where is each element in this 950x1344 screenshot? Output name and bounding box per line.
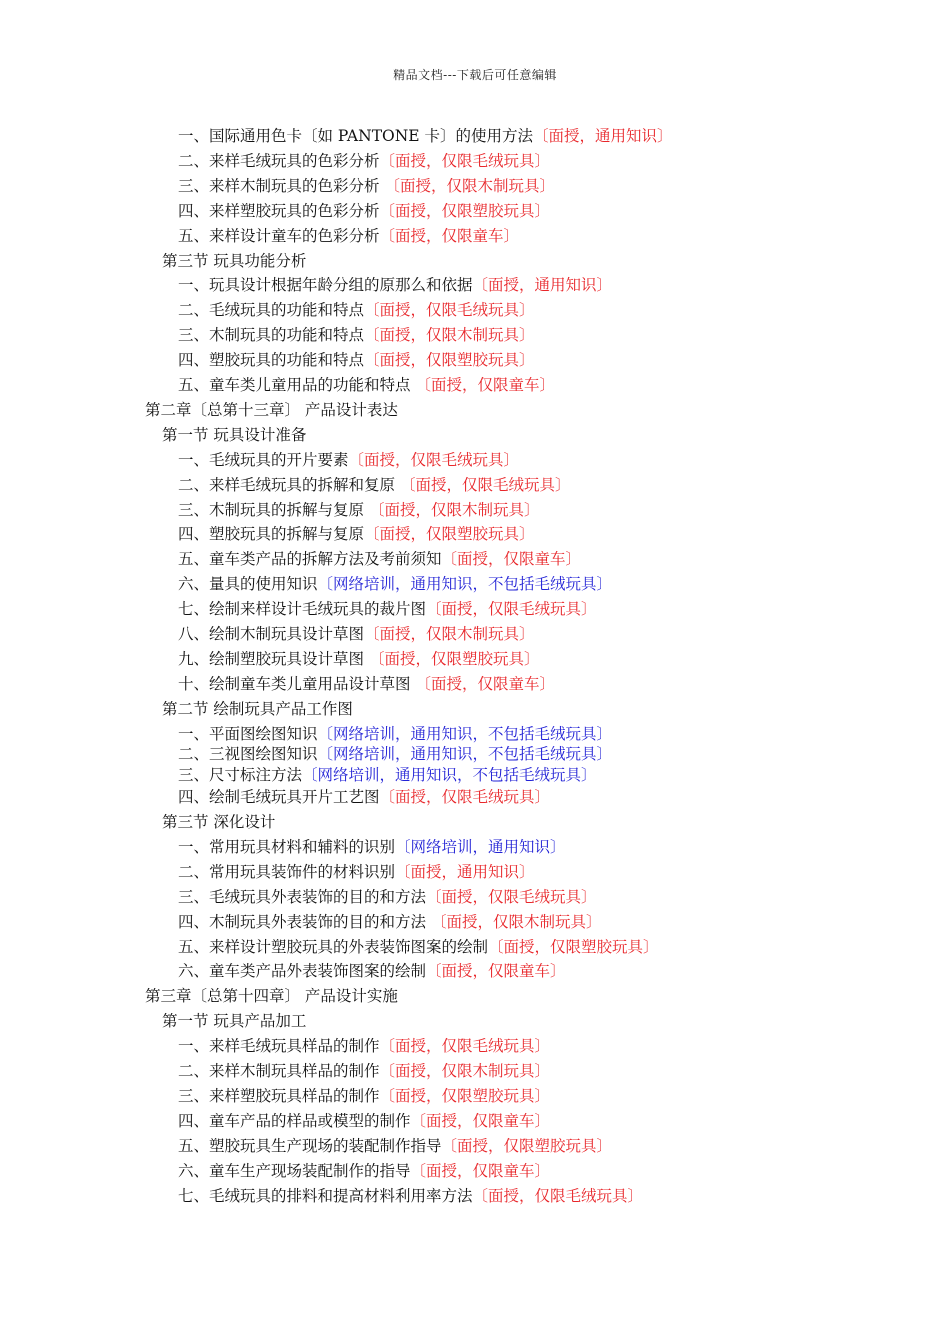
item-text: 第一节 玩具设计准备	[162, 425, 307, 444]
item-text: 一、国际通用色卡〔如 PANTONE 卡〕的使用方法	[178, 127, 534, 145]
section-heading	[0, 249, 306, 273]
section-heading	[0, 1009, 306, 1033]
delivery-note: 〔面授，仅限毛绒玩具〕	[379, 788, 551, 807]
item-text: 三、木制玩具的功能和特点	[178, 326, 365, 345]
item-text: 第三节 玩具功能分析	[162, 251, 307, 270]
delivery-note: 〔面授，仅限木制玩具〕	[368, 500, 540, 519]
outline-item	[0, 199, 550, 223]
delivery-note: 〔面授，仅限塑胶玩具〕	[441, 1136, 613, 1155]
outline-item	[0, 785, 550, 809]
item-text: 八、绘制木制玩具设计草图	[178, 625, 365, 643]
delivery-note: 〔面授，仅限毛绒玩具〕	[472, 1186, 644, 1205]
item-text: 四、绘制毛绒玩具开片工艺图	[178, 788, 380, 807]
outline-item	[0, 224, 519, 248]
item-text: 六、量具的使用知识	[178, 575, 318, 594]
delivery-note: 〔面授，仅限木制玩具〕	[384, 176, 555, 195]
delivery-note: 〔面授，通用知识〕	[472, 276, 613, 295]
delivery-note: 〔面授，仅限童车〕	[379, 226, 520, 245]
delivery-note: 〔面授，仅限毛绒玩具〕	[379, 151, 551, 170]
outline-item	[0, 124, 673, 148]
delivery-note: 〔面授，仅限童车〕	[415, 674, 555, 693]
delivery-note: 〔面授，仅限塑胶玩具〕	[364, 525, 535, 544]
delivery-note: 〔面授，仅限毛绒玩具〕	[426, 887, 597, 906]
item-text: 二、毛绒玩具的功能和特点	[178, 301, 365, 320]
outline-item	[0, 1109, 550, 1133]
item-text: 一、玩具设计根据年龄分组的原那么和依据	[178, 276, 473, 295]
delivery-note: 〔面授，仅限塑胶玩具〕	[488, 937, 659, 956]
chapter-heading	[0, 984, 398, 1008]
outline-item	[0, 1184, 643, 1208]
section-heading	[0, 423, 306, 447]
item-text: 五、童车类儿童用品的功能和特点	[178, 376, 416, 394]
delivery-note: 〔面授，仅限木制玩具〕	[364, 326, 535, 345]
outline-item	[0, 672, 555, 696]
item-text: 二、常用玩具装饰件的材料识别	[178, 862, 396, 881]
item-text: 六、童车生产现场装配制作的指导	[178, 1161, 411, 1180]
delivery-note: 〔面授，仅限塑胶玩具〕	[368, 649, 540, 668]
item-text: 四、塑胶玩具的功能和特点	[178, 351, 365, 370]
item-text: 第一节 玩具产品加工	[162, 1012, 307, 1031]
item-text: 一、来样毛绒玩具样品的制作	[178, 1037, 380, 1056]
item-text: 三、来样塑胶玩具样品的制作	[178, 1086, 380, 1105]
delivery-note: 〔网络培训，通用知识，不包括毛绒玩具〕	[317, 575, 613, 594]
item-text: 五、塑胶玩具生产现场的装配制作指导	[178, 1136, 442, 1155]
item-text: 十、绘制童车类儿童用品设计草图	[178, 674, 416, 693]
item-text: 第三章〔总第十四章〕 产品设计实施	[145, 987, 398, 1006]
item-text: 四、塑胶玩具的拆解与复原	[178, 525, 365, 544]
delivery-note: 〔面授，仅限塑胶玩具〕	[364, 351, 535, 370]
delivery-note: 〔面授，通用知识〕	[395, 862, 535, 881]
item-text: 三、木制玩具的拆解与复原	[178, 500, 369, 519]
item-text: 三、毛绒玩具外表装饰的目的和方法	[178, 887, 427, 906]
delivery-note: 〔面授，仅限童车〕	[415, 376, 555, 394]
item-text: 第二节 绘制玩具产品工作图	[162, 699, 353, 718]
item-text: 四、木制玩具外表装饰的目的和方法	[178, 912, 431, 931]
item-text: 五、来样设计塑胶玩具的外表装饰图案的绘制	[178, 937, 489, 956]
outline-item	[0, 323, 535, 347]
delivery-note: 〔网络培训，通用知识，不包括毛绒玩具〕	[317, 724, 613, 743]
outline-item	[0, 273, 612, 297]
outline-item	[0, 547, 581, 571]
outline-item	[0, 373, 555, 397]
section-heading	[0, 810, 275, 834]
item-text: 三、尺寸标注方法	[178, 765, 303, 784]
outline-item	[0, 1084, 550, 1108]
item-text: 一、毛绒玩具的开片要素	[178, 450, 349, 469]
outline-item	[0, 298, 535, 322]
item-text: 四、来样塑胶玩具的色彩分析	[178, 201, 380, 220]
outline-item	[0, 597, 597, 621]
outline-item	[0, 473, 570, 497]
outline-item	[0, 959, 566, 983]
item-text: 第二章〔总第十三章〕 产品设计表达	[145, 400, 398, 419]
item-text: 七、毛绒玩具的排料和提高材料利用率方法	[178, 1186, 473, 1205]
outline-item	[0, 935, 659, 959]
outline-item	[0, 174, 555, 198]
outline-item	[0, 647, 539, 671]
item-text: 五、来样设计童车的色彩分析	[178, 226, 380, 245]
outline-item	[0, 522, 535, 546]
item-text: 六、童车类产品外表装饰图案的绘制	[178, 962, 427, 981]
item-text: 二、来样木制玩具样品的制作	[178, 1062, 380, 1080]
delivery-note: 〔面授，仅限童车〕	[441, 550, 582, 569]
delivery-note: 〔面授，仅限毛绒玩具〕	[379, 1037, 551, 1056]
item-text: 二、来样毛绒玩具的色彩分析	[178, 151, 380, 170]
item-text: 第三节 深化设计	[162, 813, 276, 831]
delivery-note: 〔面授，仅限塑胶玩具〕	[379, 201, 551, 220]
delivery-note: 〔网络培训，通用知识，不包括毛绒玩具〕	[317, 745, 613, 764]
delivery-note: 〔面授，仅限毛绒玩具〕	[399, 475, 571, 494]
outline-item	[0, 572, 612, 596]
delivery-note: 〔面授，仅限毛绒玩具〕	[348, 450, 520, 469]
outline-item	[0, 448, 519, 472]
delivery-note: 〔面授，仅限木制玩具〕	[364, 625, 535, 643]
item-text: 四、童车产品的样品或模型的制作	[178, 1111, 411, 1130]
item-text: 一、平面图绘图知识	[178, 724, 318, 743]
item-text: 一、常用玩具材料和辅料的识别	[178, 837, 396, 856]
delivery-note: 〔面授，仅限塑胶玩具〕	[379, 1086, 551, 1105]
delivery-note: 〔网络培训，通用知识〕	[395, 837, 566, 856]
delivery-note: 〔面授，仅限木制玩具〕	[430, 912, 602, 931]
delivery-note: 〔面授，通用知识〕	[533, 127, 673, 145]
outline-item	[0, 1159, 550, 1183]
delivery-note: 〔面授，仅限童车〕	[410, 1161, 551, 1180]
delivery-note: 〔面授，仅限毛绒玩具〕	[364, 301, 535, 320]
outline-item	[0, 763, 597, 787]
outline-item	[0, 1059, 550, 1083]
item-text: 二、三视图绘图知识	[178, 745, 318, 764]
item-text: 五、童车类产品的拆解方法及考前须知	[178, 550, 442, 569]
delivery-note: 〔网络培训，通用知识，不包括毛绒玩具〕	[302, 765, 597, 784]
delivery-note: 〔面授，仅限童车〕	[410, 1111, 551, 1130]
section-heading	[0, 697, 353, 721]
item-text: 七、绘制来样设计毛绒玩具的裁片图	[178, 600, 427, 619]
delivery-note: 〔面授，仅限木制玩具〕	[379, 1062, 551, 1080]
outline-item	[0, 910, 601, 934]
outline-item	[0, 498, 539, 522]
outline-item	[0, 348, 535, 372]
outline-item	[0, 149, 550, 173]
chapter-heading	[0, 398, 398, 422]
outline-item	[0, 860, 535, 884]
item-text: 九、绘制塑胶玩具设计草图	[178, 649, 369, 668]
outline-item	[0, 885, 597, 909]
item-text: 三、来样木制玩具的色彩分析	[178, 176, 385, 195]
outline-item	[0, 622, 535, 646]
outline-item	[0, 1034, 550, 1058]
delivery-note: 〔面授，仅限毛绒玩具〕	[426, 600, 597, 619]
outline-item	[0, 835, 566, 859]
outline-item	[0, 1134, 612, 1158]
delivery-note: 〔面授，仅限童车〕	[426, 962, 566, 981]
item-text: 二、来样毛绒玩具的拆解和复原	[178, 475, 400, 494]
page-header: 精品文档---下载后可任意编辑	[393, 68, 557, 82]
